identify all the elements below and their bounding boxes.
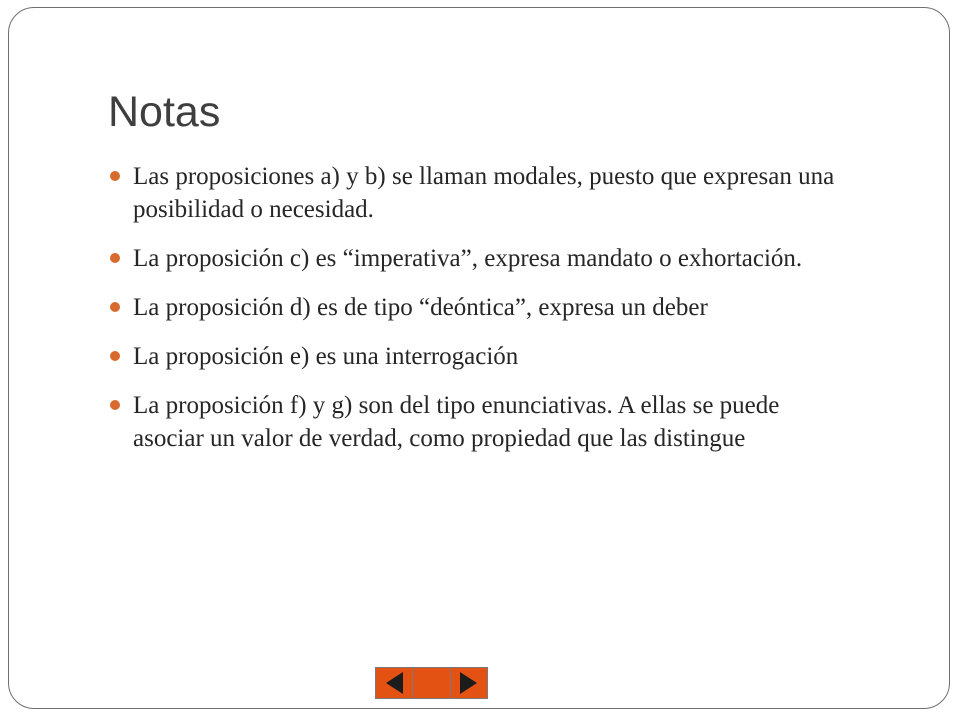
bullet-dot-icon <box>110 171 120 181</box>
next-slide-button[interactable] <box>451 668 487 698</box>
previous-icon <box>386 672 403 694</box>
bullet-text: La proposición c) es “imperativa”, expresa mandato o exhortación. <box>133 245 803 272</box>
bullet-dot-icon <box>110 400 120 410</box>
bullet-text: La proposición f) y g) son del tipo enunciativas. A ellas se puede asociar un valor de verdad, como propiedad que las distingue <box>133 392 780 452</box>
bullet-item <box>107 160 847 226</box>
bullet-item <box>107 291 847 324</box>
bullet-list <box>107 160 847 471</box>
bullet-dot-icon <box>110 302 120 312</box>
bullet-item <box>107 389 847 455</box>
slide-title: Notas <box>108 88 221 136</box>
bullet-item <box>107 340 847 373</box>
bullet-item <box>107 242 847 275</box>
previous-slide-button[interactable] <box>376 668 413 698</box>
bullet-text: La proposición d) es de tipo “deóntica”, expresa un deber <box>133 294 708 321</box>
bullet-text: La proposición e) es una interrogación <box>133 343 519 370</box>
bullet-dot-icon <box>110 253 120 263</box>
bullet-dot-icon <box>110 351 120 361</box>
next-icon <box>460 672 477 694</box>
slide-navigation <box>375 667 488 699</box>
bullet-text: Las proposiciones a) y b) se llaman modales, puesto que expresan una posibilidad o necesidad. <box>133 163 835 223</box>
home-slide-button[interactable] <box>413 668 450 698</box>
